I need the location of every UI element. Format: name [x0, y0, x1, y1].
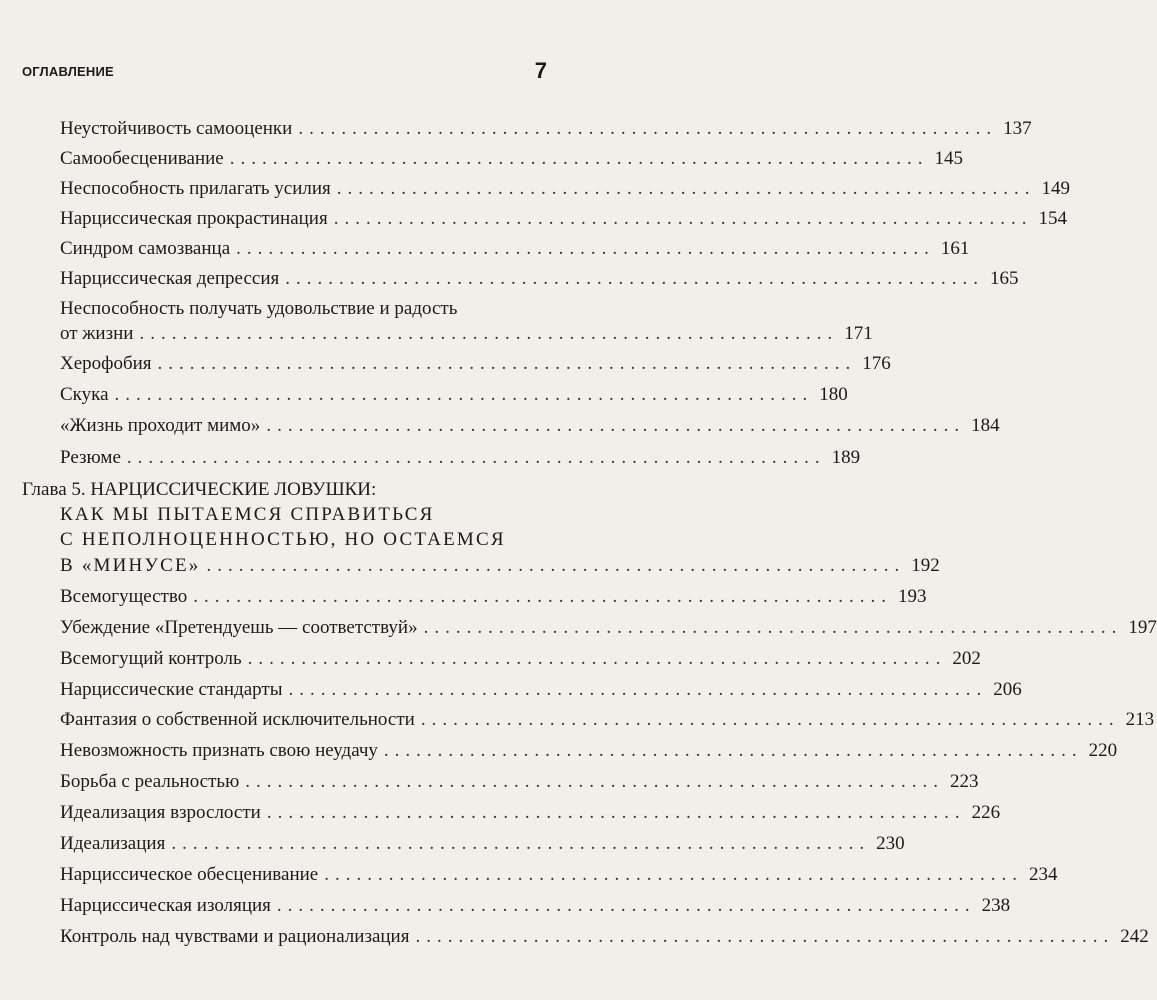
dot-leader: .................................................................: [288, 679, 988, 700]
dot-leader: .................................................................: [206, 555, 906, 576]
toc-entry-title: Нарциссическая прокрастинация: [60, 208, 328, 229]
toc-entry-page: 226: [971, 802, 1001, 823]
toc-entry-title-line1: Неспособность получать удовольствие и радость: [60, 298, 458, 319]
toc-entry: [60, 323, 873, 345]
toc-entry: [60, 895, 1011, 917]
toc-entry-page: 223: [950, 771, 979, 792]
toc-entry: [60, 208, 1067, 230]
dot-leader: .................................................................: [245, 771, 945, 792]
dot-leader: .................................................................: [247, 648, 947, 669]
chapter-heading-line3: С НЕПОЛНОЦЕННОСТЬЮ, НО ОСТАЕМСЯ: [60, 529, 506, 550]
toc-entry-title: Резюме: [60, 447, 121, 468]
chapter-heading-line2: КАК МЫ ПЫТАЕМСЯ СПРАВИТЬСЯ: [60, 504, 435, 525]
toc-entry-title: Неустойчивость самооценки: [60, 118, 293, 139]
toc-entry-page: 165: [989, 268, 1019, 289]
toc-entry: [60, 268, 1019, 290]
dot-leader: .................................................................: [336, 178, 1036, 199]
toc-entry-title: Самообесценивание: [60, 148, 224, 169]
toc-entry-title: Неспособность прилагать усилия: [60, 178, 331, 199]
toc-entry: [60, 178, 1071, 200]
dot-leader: .................................................................: [139, 323, 839, 344]
toc-entry-page: 206: [993, 679, 1022, 700]
dot-leader: .................................................................: [266, 802, 966, 823]
toc-entry-page: 238: [981, 895, 1011, 916]
running-head: ОГЛАВЛЕНИЕ: [22, 64, 114, 79]
toc-entry: [60, 415, 1000, 437]
toc-entry-page: 234: [1028, 864, 1058, 885]
dot-leader: .................................................................: [276, 895, 976, 916]
toc-entry: [60, 118, 1032, 140]
toc-entry: [60, 384, 848, 406]
toc-entry-title: Невозможность признать свою неудачу: [60, 740, 378, 761]
toc-entry: [60, 353, 891, 375]
toc-entry: [60, 586, 927, 608]
dot-leader: .................................................................: [229, 148, 929, 169]
toc-entry-page: 176: [862, 353, 891, 374]
toc-entry-title: «Жизнь проходит мимо»: [60, 415, 261, 436]
dot-leader: .................................................................: [114, 384, 814, 405]
toc-entry-title: Борьба с реальностью: [60, 771, 240, 792]
toc-entry-title: Нарциссические стандарты: [60, 679, 283, 700]
toc-entry: [60, 238, 970, 260]
dot-leader: .................................................................: [383, 740, 1083, 761]
toc-entry-title: Идеализация: [60, 833, 166, 854]
toc-entry-page: 242: [1120, 926, 1149, 947]
toc-entry-page: 184: [971, 415, 1000, 436]
dot-leader: .................................................................: [266, 415, 966, 436]
toc-entry-page: 197: [1128, 617, 1157, 638]
toc-entry-page: 193: [897, 586, 927, 607]
toc-entry-page: 230: [876, 833, 905, 854]
chapter-heading-line1: Глава 5. НАРЦИССИЧЕСКИЕ ЛОВУШКИ:: [22, 479, 377, 500]
toc-entry-title: от жизни: [60, 323, 134, 344]
dot-leader: .................................................................: [333, 208, 1033, 229]
toc-entry-title: Фантазия о собственной исключительности: [60, 709, 415, 730]
toc-entry-title: Контроль над чувствами и рационализация: [60, 926, 410, 947]
page-number: 7: [534, 58, 547, 83]
toc-entry-title: Нарциссическое обесценивание: [60, 864, 319, 885]
toc-entry-page: 202: [952, 648, 981, 669]
toc-entry: [60, 709, 1155, 731]
toc-entry: [60, 864, 1058, 886]
toc-entry-page: 161: [940, 238, 970, 259]
toc-entry: [60, 771, 979, 793]
toc-entry-page: 213: [1125, 709, 1155, 730]
dot-leader: .................................................................: [420, 709, 1120, 730]
toc-entry-title: Всемогущество: [60, 586, 188, 607]
dot-leader: .................................................................: [193, 586, 892, 607]
dot-leader: .................................................................: [324, 864, 1023, 885]
toc-entry-page: 145: [934, 148, 963, 169]
toc-entry-page: 220: [1088, 740, 1118, 761]
toc-entry-title: Нарциссическая депрессия: [60, 268, 280, 289]
toc-entry-title: Скука: [60, 384, 109, 405]
toc-entry-title: Синдром самозванца: [60, 238, 231, 259]
toc-entry: [60, 833, 905, 855]
toc-entry-title: Херофобия: [60, 353, 152, 374]
toc-entry-page: 137: [1003, 118, 1032, 139]
dot-leader: .................................................................: [236, 238, 935, 259]
toc-entry: [60, 679, 1022, 701]
dot-leader: .................................................................: [415, 926, 1115, 947]
dot-leader: .................................................................: [171, 833, 871, 854]
toc-entry: [60, 148, 963, 170]
dot-leader: .................................................................: [423, 617, 1123, 638]
toc-entry-title: Убеждение «Претендуешь — соответствуй»: [60, 617, 418, 638]
toc-entry: [60, 802, 1001, 824]
toc-entry-title: Нарциссическая изоляция: [60, 895, 271, 916]
chapter-page: 192: [911, 555, 940, 576]
chapter-heading-line4: В «МИНУСЕ»: [60, 555, 201, 576]
toc-entry: [60, 926, 1149, 948]
toc-entry-page: 171: [844, 323, 873, 344]
toc-entry-title: Всемогущий контроль: [60, 648, 242, 669]
toc-entry: [60, 740, 1118, 762]
toc-entry-title: Идеализация взрослости: [60, 802, 261, 823]
toc-entry-page: 154: [1038, 208, 1067, 229]
chapter-heading-entry: [60, 555, 940, 577]
toc-entry-page: 149: [1041, 178, 1071, 199]
toc-entry: [60, 447, 861, 469]
toc-entry-page: 180: [819, 384, 848, 405]
dot-leader: .................................................................: [285, 268, 984, 289]
dot-leader: .................................................................: [298, 118, 998, 139]
dot-leader: .................................................................: [157, 353, 857, 374]
toc-entry-page: 189: [831, 447, 861, 468]
toc-entry: [60, 617, 1157, 639]
toc-entry: [60, 648, 981, 670]
dot-leader: .................................................................: [126, 447, 826, 468]
